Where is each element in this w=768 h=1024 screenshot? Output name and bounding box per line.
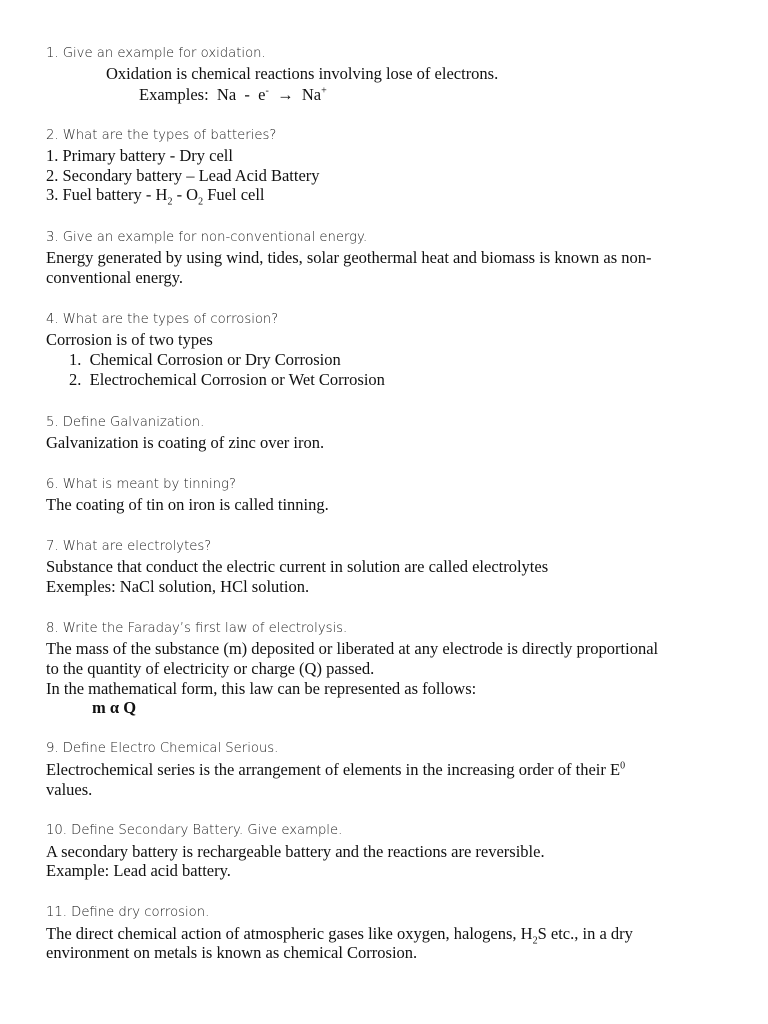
answer-7-example: Exemples: NaCl solution, HCl solution. [46, 577, 310, 596]
question-9: 9. Define Electro Chemical Serious. [46, 741, 279, 756]
question-4: 4. What are the types of corrosion? [46, 312, 279, 327]
question-5: 5. Define Galvanization. [46, 415, 205, 430]
question-7: 7. What are electrolytes? [46, 539, 212, 554]
question-3: 3. Give an example for non-conventional energy. [46, 230, 368, 245]
electron-charge: - [265, 85, 269, 97]
answer-8-line-1: The mass of the substance (m) deposited or liberated at any electrode is directly proportional [46, 639, 659, 658]
question-10: 10. Define Secondary Battery. Give example. [46, 823, 343, 838]
answer-1: Oxidation is chemical reactions involving lose of electrons. [106, 64, 499, 83]
answer-11-line-2: environment on metals is known as chemical Corrosion. [46, 943, 418, 962]
answer-3: Energy generated by using wind, tides, solar geothermal heat and biomass is known as non-conventional energy. [46, 248, 652, 287]
question-2: 2. What are the types of batteries? [46, 128, 277, 143]
answer-4-item-2: 2. Electrochemical Corrosion or Wet Corrosion [69, 370, 385, 389]
question-6: 6. What is meant by tinning? [46, 477, 236, 492]
example-minus: - [244, 85, 250, 104]
answer-10: A secondary battery is rechargeable battery and the reactions are reversible. [46, 842, 545, 861]
answer-8-line-2: to the quantity of electricity or charge (Q) passed. [46, 659, 375, 678]
answer-2-line-2: 2. Secondary battery – Lead Acid Battery [46, 166, 320, 185]
answer-4-intro: Corrosion is of two types [46, 330, 213, 349]
question-1: 1. Give an example for oxidation. [46, 46, 266, 61]
ion-charge: + [321, 85, 327, 97]
answer-10-example: Example: Lead acid battery. [46, 861, 231, 880]
example-na-ion: Na [301, 85, 322, 104]
answer-9-line-1: Electrochemical series is the arrangement of elements in the increasing order of their $E^0$ [46, 760, 626, 779]
faraday-formula: m α Q [92, 698, 137, 717]
answer-5: Galvanization is coating of zinc over iron. [46, 433, 325, 452]
answer-7: Substance that conduct the electric current in solution are called electrolytes [46, 557, 549, 576]
answer-2-line-3: 3. Fuel battery - $H_2 - O_2$ Fuel cell [46, 185, 265, 208]
answer-4-item-1: 1. Chemical Corrosion or Dry Corrosion [69, 350, 341, 369]
example-electron: e [258, 85, 266, 104]
answer-1-example [139, 85, 768, 105]
answer-11-line-1: The direct chemical action of atmospheric gases like oxygen, halogens, $H_2S$ etc., in a dry [46, 924, 633, 947]
answer-8-line-3: In the mathematical form, this law can be represented as follows: [46, 679, 477, 698]
reaction-arrow: → [277, 85, 294, 104]
answer-2-line-1: 1. Primary battery - Dry cell [46, 146, 233, 165]
answer-6: The coating of tin on iron is called tinning. [46, 495, 329, 514]
question-8: 8. Write the Faraday’s first law of electrolysis. [46, 621, 348, 636]
question-11: 11. Define dry corrosion. [46, 905, 210, 920]
answer-9-line-2: values. [46, 780, 93, 799]
example-label: Examples: [139, 85, 209, 104]
example-na: Na [216, 85, 237, 104]
